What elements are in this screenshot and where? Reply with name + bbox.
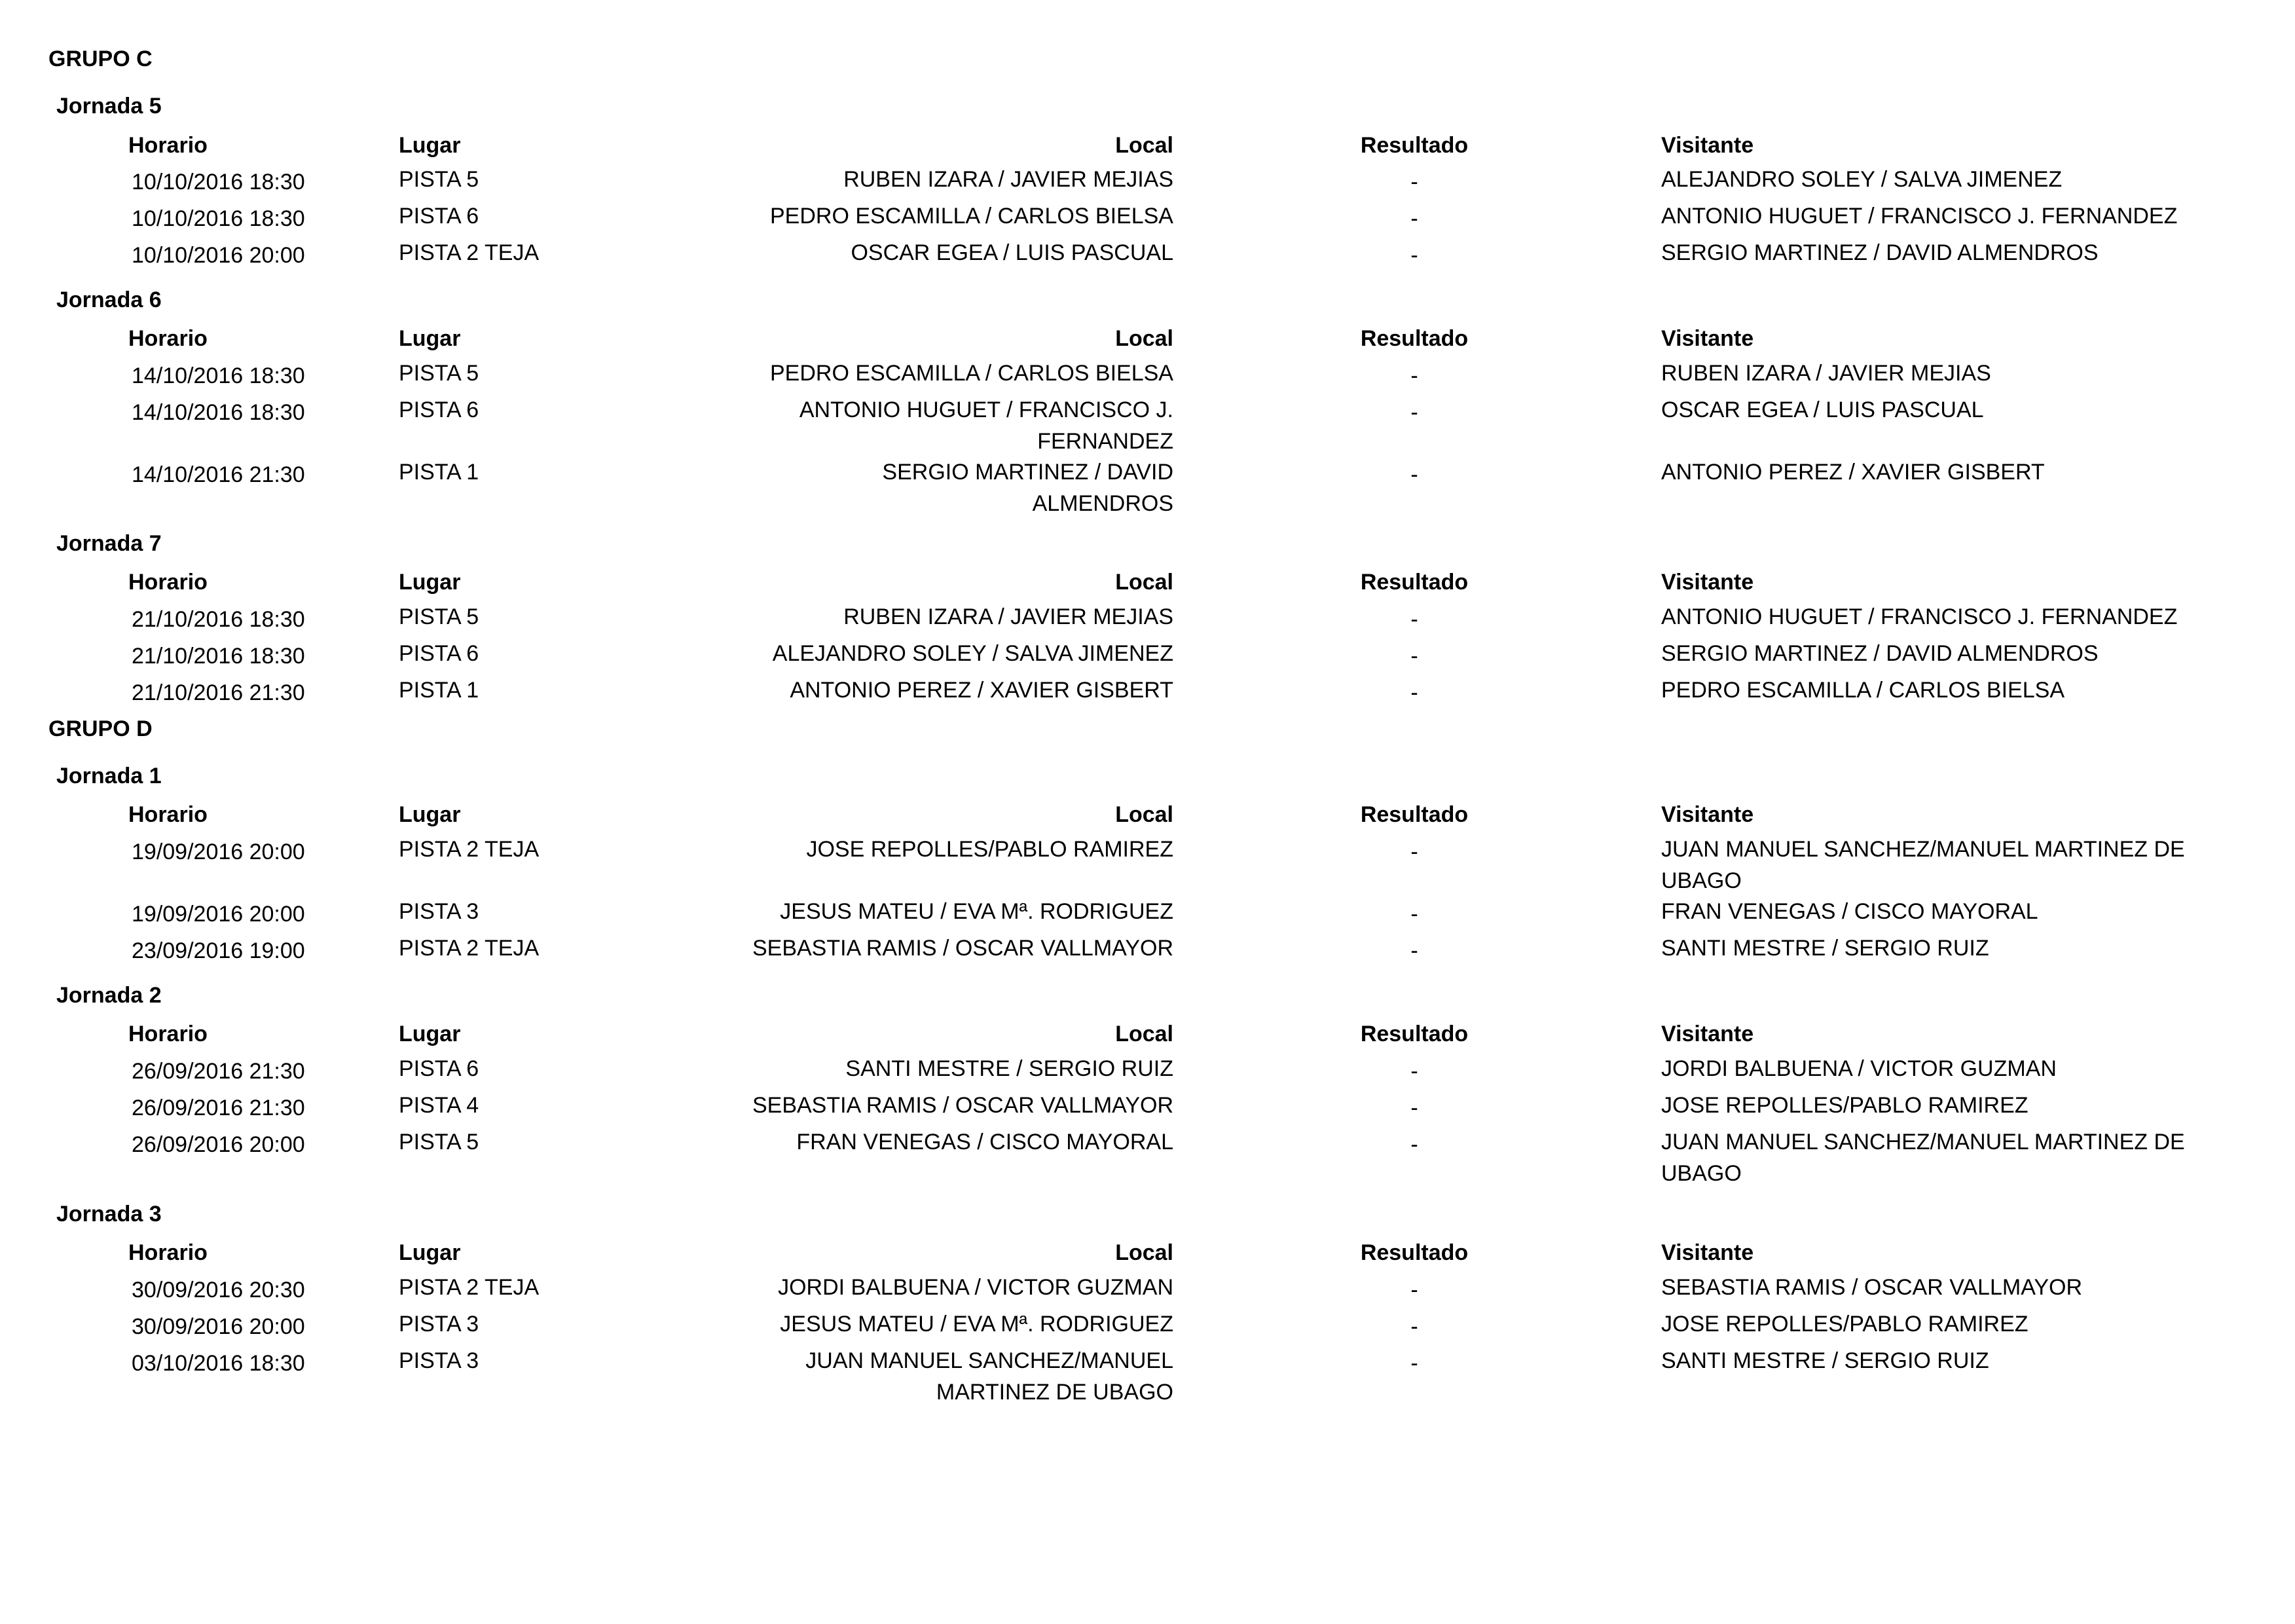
match-visitante: FRAN VENEGAS / CISCO MAYORAL (1661, 899, 2038, 924)
jornada-title: Jornada 6 (56, 287, 162, 312)
header-lugar: Lugar (399, 326, 461, 351)
match-resultado: - (1410, 206, 1418, 231)
match-lugar: PISTA 5 (399, 1130, 479, 1154)
match-lugar: PISTA 2 TEJA (399, 837, 540, 862)
header-visitante: Visitante (1661, 133, 1754, 158)
match-visitante: SERGIO MARTINEZ / DAVID ALMENDROS (1661, 641, 2099, 666)
match-lugar: PISTA 6 (399, 1056, 479, 1081)
match-visitante: RUBEN IZARA / JAVIER MEJIAS (1661, 361, 1991, 386)
header-horario: Horario (128, 133, 208, 158)
match-lugar: PISTA 6 (399, 641, 479, 666)
match-lugar: PISTA 5 (399, 604, 479, 629)
match-resultado: - (1410, 1278, 1418, 1302)
header-horario: Horario (128, 326, 208, 351)
match-local: ANTONIO PEREZ / XAVIER GISBERT (790, 678, 1173, 703)
match-visitante: SANTI MESTRE / SERGIO RUIZ (1661, 1348, 1989, 1373)
match-resultado: - (1410, 1096, 1418, 1120)
match-lugar: PISTA 2 TEJA (399, 240, 540, 265)
match-visitante: ANTONIO PEREZ / XAVIER GISBERT (1661, 460, 2045, 485)
match-resultado: - (1410, 1314, 1418, 1339)
header-horario: Horario (128, 1240, 208, 1265)
match-resultado: - (1410, 680, 1418, 705)
match-local: PEDRO ESCAMILLA / CARLOS BIELSA (769, 204, 1173, 229)
jornada-title: Jornada 5 (56, 94, 162, 119)
header-resultado: Resultado (1360, 133, 1469, 158)
match-local: JESUS MATEU / EVA Mª. RODRIGUEZ (780, 899, 1173, 924)
match-lugar: PISTA 4 (399, 1093, 479, 1118)
header-horario: Horario (128, 570, 208, 595)
match-horario: 26/09/2016 21:30 (132, 1096, 305, 1120)
match-lugar: PISTA 3 (399, 899, 479, 924)
match-horario: 30/09/2016 20:30 (132, 1278, 305, 1302)
jornada-title: Jornada 7 (56, 531, 162, 556)
match-resultado: - (1410, 363, 1418, 388)
match-horario: 10/10/2016 18:30 (132, 170, 305, 194)
match-lugar: PISTA 2 TEJA (399, 936, 540, 961)
match-local: JUAN MANUEL SANCHEZ/MANUEL MARTINEZ DE UBAGO (805, 1348, 1173, 1405)
match-resultado: - (1410, 902, 1418, 927)
match-visitante: JUAN MANUEL SANCHEZ/MANUEL MARTINEZ DE UBAGO (1661, 1130, 2185, 1186)
match-visitante: OSCAR EGEA / LUIS PASCUAL (1661, 397, 1984, 422)
header-resultado: Resultado (1360, 570, 1469, 595)
match-visitante: JOSE REPOLLES/PABLO RAMIREZ (1661, 1312, 2029, 1337)
header-lugar: Lugar (399, 802, 461, 827)
match-visitante: JOSE REPOLLES/PABLO RAMIREZ (1661, 1093, 2029, 1118)
header-visitante: Visitante (1661, 1022, 1754, 1046)
match-visitante: SANTI MESTRE / SERGIO RUIZ (1661, 936, 1989, 961)
match-lugar: PISTA 3 (399, 1348, 479, 1373)
match-local: SERGIO MARTINEZ / DAVID ALMENDROS (882, 460, 1173, 516)
match-visitante: JORDI BALBUENA / VICTOR GUZMAN (1661, 1056, 2057, 1081)
match-visitante: SEBASTIA RAMIS / OSCAR VALLMAYOR (1661, 1275, 2083, 1300)
match-resultado: - (1410, 462, 1418, 487)
match-horario: 21/10/2016 21:30 (132, 680, 305, 705)
match-lugar: PISTA 3 (399, 1312, 479, 1337)
match-lugar: PISTA 5 (399, 167, 479, 192)
match-horario: 10/10/2016 20:00 (132, 243, 305, 268)
match-resultado: - (1410, 1351, 1418, 1376)
header-local: Local (1115, 570, 1173, 595)
match-local: SANTI MESTRE / SERGIO RUIZ (845, 1056, 1173, 1081)
header-local: Local (1115, 1240, 1173, 1265)
match-resultado: - (1410, 1132, 1418, 1157)
header-local: Local (1115, 1022, 1173, 1046)
match-lugar: PISTA 1 (399, 678, 479, 703)
match-local: PEDRO ESCAMILLA / CARLOS BIELSA (769, 361, 1173, 386)
match-local: JOSE REPOLLES/PABLO RAMIREZ (806, 837, 1173, 862)
match-local: ALEJANDRO SOLEY / SALVA JIMENEZ (772, 641, 1173, 666)
match-local: FRAN VENEGAS / CISCO MAYORAL (796, 1130, 1173, 1154)
jornada-title: Jornada 3 (56, 1202, 162, 1227)
header-local: Local (1115, 133, 1173, 158)
match-lugar: PISTA 2 TEJA (399, 1275, 540, 1300)
match-horario: 19/09/2016 20:00 (132, 902, 305, 927)
match-lugar: PISTA 6 (399, 204, 479, 229)
header-lugar: Lugar (399, 1240, 461, 1265)
header-resultado: Resultado (1360, 1240, 1469, 1265)
match-resultado: - (1410, 840, 1418, 864)
match-visitante: ANTONIO HUGUET / FRANCISCO J. FERNANDEZ (1661, 604, 2178, 629)
match-horario: 26/09/2016 21:30 (132, 1059, 305, 1084)
jornada-title: Jornada 1 (56, 764, 162, 788)
match-visitante: JUAN MANUEL SANCHEZ/MANUEL MARTINEZ DE UBAGO (1661, 837, 2185, 893)
header-lugar: Lugar (399, 1022, 461, 1046)
match-horario: 26/09/2016 20:00 (132, 1132, 305, 1157)
header-local: Local (1115, 802, 1173, 827)
header-local: Local (1115, 326, 1173, 351)
match-local: JESUS MATEU / EVA Mª. RODRIGUEZ (780, 1312, 1173, 1337)
header-resultado: Resultado (1360, 326, 1469, 351)
match-horario: 19/09/2016 20:00 (132, 840, 305, 864)
match-horario: 14/10/2016 18:30 (132, 400, 305, 425)
header-lugar: Lugar (399, 570, 461, 595)
jornada-title: Jornada 2 (56, 983, 162, 1008)
match-lugar: PISTA 6 (399, 397, 479, 422)
match-local: OSCAR EGEA / LUIS PASCUAL (851, 240, 1173, 265)
match-visitante: ALEJANDRO SOLEY / SALVA JIMENEZ (1661, 167, 2063, 192)
match-resultado: - (1410, 607, 1418, 632)
match-horario: 10/10/2016 18:30 (132, 206, 305, 231)
header-resultado: Resultado (1360, 802, 1469, 827)
match-horario: 03/10/2016 18:30 (132, 1351, 305, 1376)
match-resultado: - (1410, 938, 1418, 963)
match-horario: 14/10/2016 18:30 (132, 363, 305, 388)
header-lugar: Lugar (399, 133, 461, 158)
match-visitante: ANTONIO HUGUET / FRANCISCO J. FERNANDEZ (1661, 204, 2178, 229)
match-local: ANTONIO HUGUET / FRANCISCO J. FERNANDEZ (799, 397, 1173, 454)
match-lugar: PISTA 1 (399, 460, 479, 485)
match-visitante: SERGIO MARTINEZ / DAVID ALMENDROS (1661, 240, 2099, 265)
match-local: SEBASTIA RAMIS / OSCAR VALLMAYOR (752, 1093, 1173, 1118)
match-horario: 23/09/2016 19:00 (132, 938, 305, 963)
match-lugar: PISTA 5 (399, 361, 479, 386)
match-local: SEBASTIA RAMIS / OSCAR VALLMAYOR (752, 936, 1173, 961)
match-horario: 21/10/2016 18:30 (132, 607, 305, 632)
header-visitante: Visitante (1661, 802, 1754, 827)
match-resultado: - (1410, 170, 1418, 194)
header-horario: Horario (128, 1022, 208, 1046)
group-title: GRUPO D (48, 716, 153, 741)
match-visitante: PEDRO ESCAMILLA / CARLOS BIELSA (1661, 678, 2065, 703)
match-resultado: - (1410, 1059, 1418, 1084)
header-visitante: Visitante (1661, 1240, 1754, 1265)
match-resultado: - (1410, 644, 1418, 669)
match-local: RUBEN IZARA / JAVIER MEJIAS (843, 604, 1173, 629)
match-resultado: - (1410, 400, 1418, 425)
match-horario: 30/09/2016 20:00 (132, 1314, 305, 1339)
header-resultado: Resultado (1360, 1022, 1469, 1046)
match-resultado: - (1410, 243, 1418, 268)
match-local: RUBEN IZARA / JAVIER MEJIAS (843, 167, 1173, 192)
header-horario: Horario (128, 802, 208, 827)
header-visitante: Visitante (1661, 326, 1754, 351)
header-visitante: Visitante (1661, 570, 1754, 595)
group-title: GRUPO C (48, 46, 153, 71)
match-local: JORDI BALBUENA / VICTOR GUZMAN (778, 1275, 1173, 1300)
match-horario: 14/10/2016 21:30 (132, 462, 305, 487)
match-horario: 21/10/2016 18:30 (132, 644, 305, 669)
